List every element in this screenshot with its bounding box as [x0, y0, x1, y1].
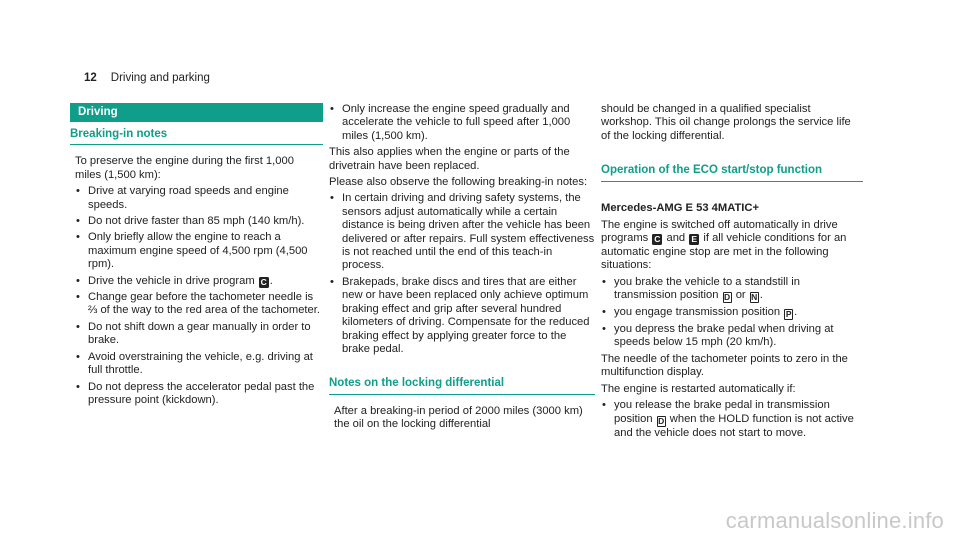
eco-start-stop-heading: Operation of the ECO start/stop function [601, 164, 863, 181]
list-item: • you engage transmission position P . [601, 306, 863, 320]
list-item: • Do not depress the accelerator pedal past the pressure point (kickdown). [75, 381, 323, 408]
list-item: • Avoid overstraining the vehicle, e.g. driving at full throttle. [75, 351, 323, 378]
page-number: 12 [84, 72, 97, 84]
list-item: • you brake the vehicle to a standstill in transmission position D or N . [601, 276, 863, 303]
section-title-driving: Driving [70, 103, 323, 122]
list-item: • you depress the brake pedal when driving at speeds below 15 mph (20 km/h). [601, 323, 863, 350]
watermark: carmanualsonline.info [725, 507, 944, 533]
list-item: • Drive the vehicle in drive program C . [75, 275, 323, 288]
list-item: • Do not drive faster than 85 mph (140 km/h). [75, 215, 323, 228]
list-item: • Drive at varying road speeds and engine speeds. [75, 185, 323, 212]
column-3 [601, 103, 863, 443]
breaking-in-list [75, 185, 323, 407]
gear-n-icon: N [751, 292, 758, 303]
column-2 [329, 103, 595, 435]
list-item: • Only increase the engine speed gradually and accelerate the vehicle to full speed after 1,000 miles (1,500 km). [329, 103, 595, 143]
page-header [84, 72, 210, 85]
drive-program-e-icon: E [689, 234, 699, 245]
list-item: • Do not shift down a gear manually in order to brake. [75, 321, 323, 348]
list-item: • Change gear before the tachometer needle is ⅔ of the way to the red area of the tachometer. [75, 291, 323, 318]
breaking-in-list-continued [329, 103, 595, 143]
gear-d-icon: D [724, 292, 731, 303]
engine-off-list [601, 276, 863, 350]
gear-p-icon: P [785, 309, 792, 320]
list-item: • you release the brake pedal in transmission position D when the HOLD function is not active and the vehicle does not start to move. [601, 399, 863, 440]
breaking-in-notes-list [329, 192, 595, 356]
engine-off-intro: The engine is switched off automatically in drive programs C and E if all vehicle conditions for an automatic engine stop are met in the following situations: [601, 219, 847, 272]
locking-differential-text-continued: should be changed in a qualified specialist workshop. This oil change prolongs the service life of the locking differential. [601, 103, 851, 142]
chapter-title: Driving and parking [110, 72, 210, 84]
column-1 [70, 103, 323, 410]
gear-d-icon: D [658, 415, 665, 426]
tachometer-note: The needle of the tachometer points to zero in the multifunction display. [601, 352, 848, 379]
model-name: Mercedes-AMG E 53 4MATIC+ [601, 201, 760, 214]
list-item: • Brakepads, brake discs and tires that are either new or have been replaced only achieve optimum braking effect and grip after several hundred kilometers of driving. Compensate for the reduced braking effect by applying greater force to the brake pedal. [329, 276, 595, 356]
drive-program-c-icon: C [260, 276, 267, 287]
restart-list [601, 399, 863, 440]
locking-differential-text: After a breaking-in period of 2000 miles (3000 km) the oil on the locking differential [334, 404, 583, 431]
restart-intro: The engine is restarted automatically if: [601, 382, 796, 395]
paragraph: This also applies when the engine or parts of the drivetrain have been replaced. [329, 146, 570, 172]
list-item: • In certain driving and driving safety systems, the sensors adjust automatically while a certain distance is being driven after the vehicle has been delivered or after repairs. Full system effectiveness is not reached until the end of this teach-in process. [329, 192, 595, 272]
breaking-in-heading: Breaking-in notes [70, 128, 323, 145]
list-item: • Only briefly allow the engine to reach a maximum engine speed of 4,500 rpm (4,500 rpm). [75, 231, 323, 271]
paragraph: Please also observe the following breaking-in notes: [329, 176, 588, 189]
breaking-in-intro: To preserve the engine during the first 1,000 miles (1,500 km): [75, 155, 294, 181]
locking-differential-heading: Notes on the locking differential [329, 377, 595, 394]
drive-program-c-icon: C [654, 234, 661, 245]
